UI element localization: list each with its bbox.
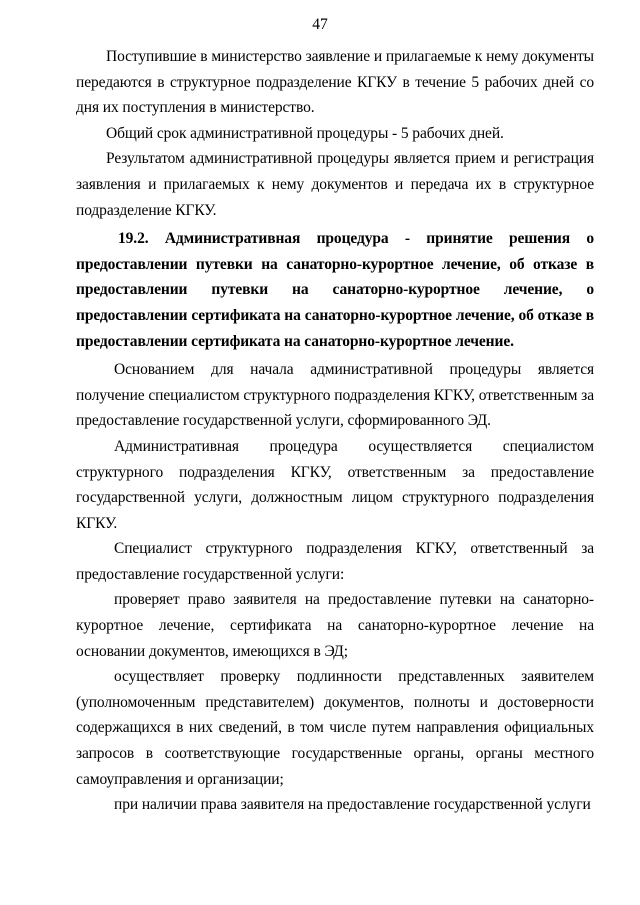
paragraph-total-term: Общий срок административной процедуры - 5 рабочих дней. xyxy=(106,124,504,142)
paragraph-documents-transfer: Поступившие в министерство заявление и прилагаемые к нему документы передаются в структурное подразделение КГКУ в течение 5 рабочих дней со дня их поступления в министерство. xyxy=(76,48,594,117)
page-number: 47 xyxy=(312,16,328,33)
list-item-if-right-exists: при наличии права заявителя на предоставление государственной услуги xyxy=(114,796,591,814)
paragraph-procedure-result: Результатом административной процедуры является прием и регистрация заявления и прилагаемых к нему документов и передача их в структурное подразделение КГКУ. xyxy=(76,150,594,219)
paragraph-procedure-basis: Основанием для начала административной процедуры является получение специалистом структурного подразделения КГКУ, ответственным за предоставление государственной услуги, сформированного ЭД. xyxy=(76,361,594,430)
list-item-checks-right: проверяет право заявителя на предоставление путевки на санаторно-курортное лечение, сертификата на санаторно-курортное лечение на основании документов, имеющихся в ЭД; xyxy=(76,591,594,660)
paragraph-specialist-intro: Специалист структурного подразделения КГКУ, ответственный за предоставление государственной услуги: xyxy=(76,540,594,583)
list-item-verifies-documents: осуществляет проверку подлинности представленных заявителем (уполномоченным представителем) документов, полноты и достоверности содержащихся в них сведений, в том числе путем направления официальных запросов в соответствующие государственные органы, органы местного самоуправления и организации; xyxy=(76,668,594,788)
section-heading-19-2: 19.2. Административная процедура - принятие решения о предоставлении путевки на санаторно-курортное лечение, об отказе в предоставлении путевки на санаторно-курортное лечение, о предоставлении сертификата на санаторно-курортное лечение, об отказе в предоставлении сертификата на санаторно-курортное лечение. xyxy=(76,230,594,350)
paragraph-procedure-executor: Административная процедура осуществляется специалистом структурного подразделения КГКУ, ответственным за предоставление государственной услуги, должностным лицом структурного подразделения КГКУ. xyxy=(76,437,594,532)
document-body xyxy=(76,44,594,818)
